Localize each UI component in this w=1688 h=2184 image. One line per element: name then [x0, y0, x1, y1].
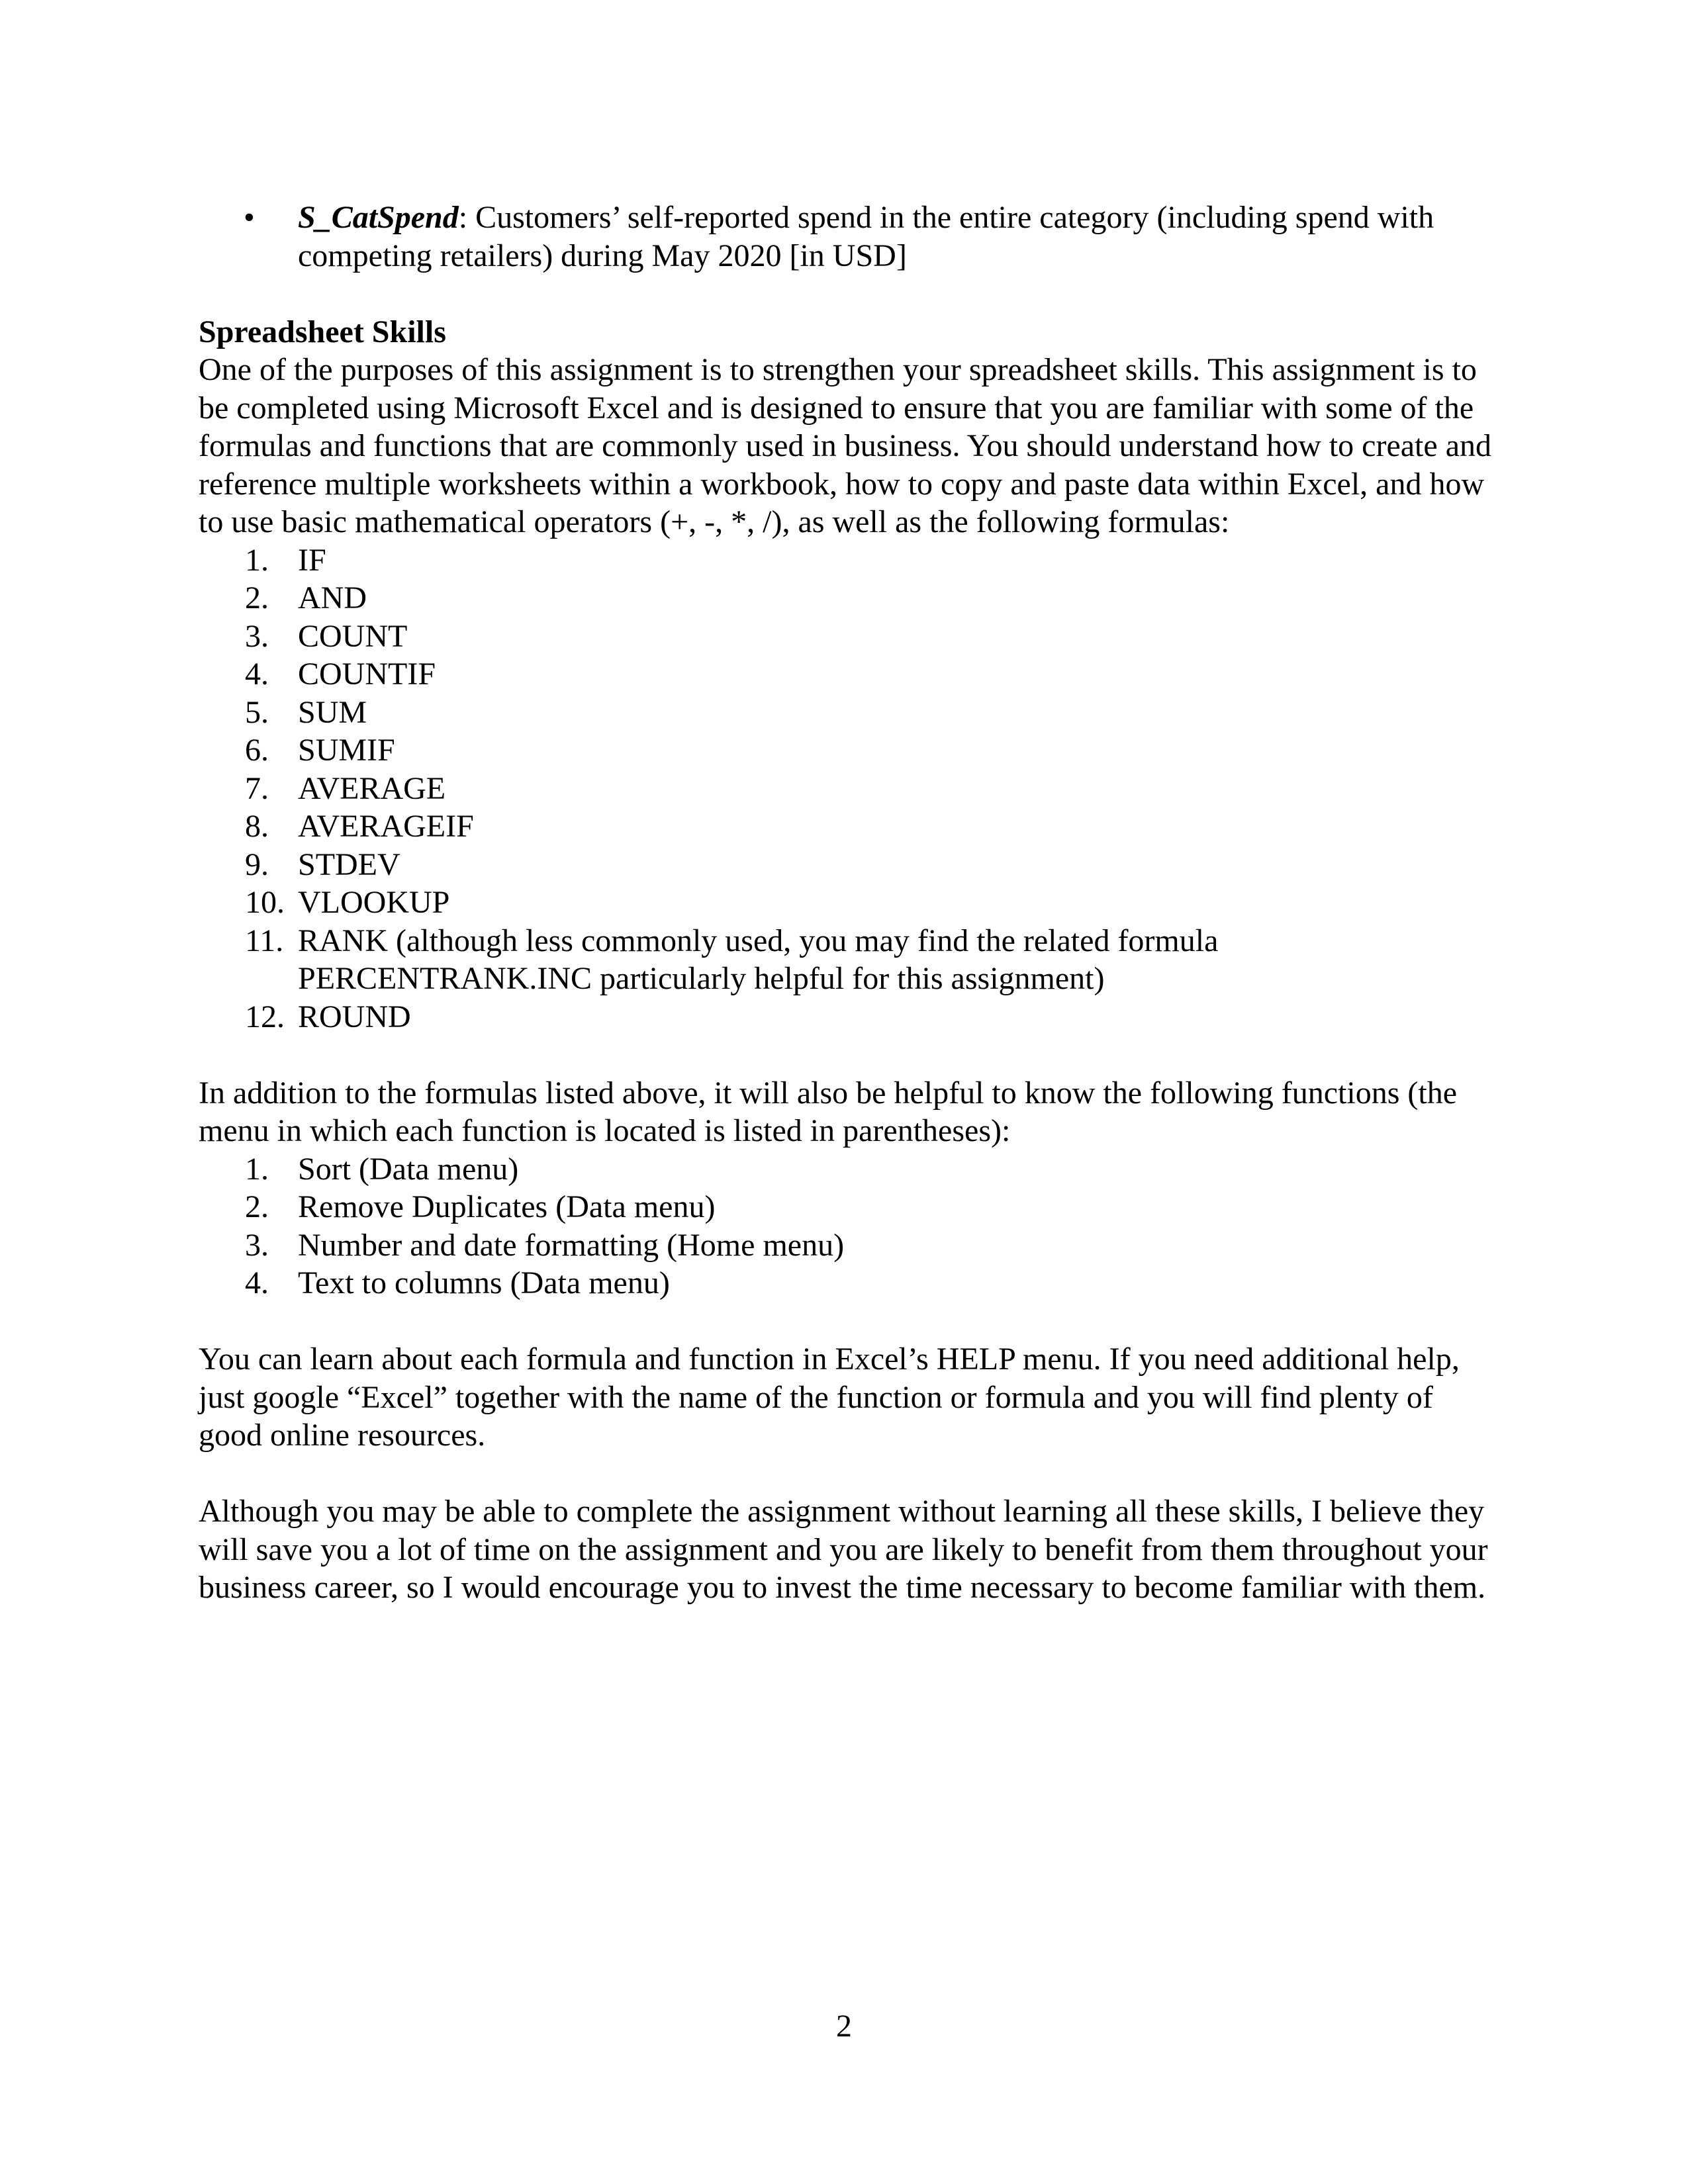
list-item-label: Number and date formatting (Home menu): [298, 1227, 845, 1263]
list-item-label: Text to columns (Data menu): [298, 1265, 670, 1300]
section-heading: Spreadsheet Skills: [199, 314, 446, 349]
list-item-label: COUNT: [298, 618, 408, 654]
list-item-label: COUNTIF: [298, 657, 436, 692]
formula-list: [199, 541, 1496, 1036]
list-item-label: AVERAGE: [298, 770, 446, 806]
functions-intro-paragraph: In addition to the formulas listed above, it will also be helpful to know the following functions (the menu in which each function is located is listed in parentheses):: [199, 1075, 1457, 1148]
list-item: 3. Number and date formatting (Home menu): [245, 1227, 845, 1263]
list-item-label: SUM: [298, 694, 367, 730]
list-item-label: IF: [298, 542, 326, 578]
list-item: 9. STDEV: [245, 846, 400, 882]
spacer: [199, 1455, 1496, 1493]
list-item-label: Sort (Data menu): [298, 1151, 519, 1187]
variable-bullet: [199, 199, 1496, 275]
intro-paragraph: One of the purposes of this assignment is to strengthen your spreadsheet skills. This assignment is to be completed using Microsoft Excel and is designed to ensure that you are familiar with some of the formulas and functions that are commonly used in business. You should understand how to create and reference multiple worksheets within a workbook, how to copy and paste data within Excel, and how to use basic mathematical operators (+, -, *, /), as well as the following formulas:: [199, 352, 1491, 539]
help-paragraph: You can learn about each formula and function in Excel’s HELP menu. If you need additional help, just google “Excel” together with the name of the function or formula and you will find plenty of good online resources.: [199, 1342, 1460, 1453]
variable-name: S_CatSpend: [298, 200, 459, 235]
list-item: 1. Sort (Data menu): [245, 1151, 519, 1187]
list-item-label: SUMIF: [298, 733, 395, 768]
list-item: 8. AVERAGEIF: [245, 809, 474, 844]
variable-description: : Customers’ self-reported spend in the entire category (including spend with competing retailers) during May 2020 [in USD]: [298, 200, 1434, 273]
list-item: 6. SUMIF: [245, 733, 395, 768]
list-item: 12. ROUND: [245, 999, 411, 1034]
list-item-label: AVERAGEIF: [298, 809, 474, 844]
spacer: [199, 1036, 1496, 1074]
list-item: 4. Text to columns (Data menu): [245, 1265, 670, 1300]
list-item: 4. COUNTIF: [245, 657, 436, 692]
spacer: [199, 1302, 1496, 1341]
bullet-icon: •: [244, 200, 255, 235]
list-item-label: STDEV: [298, 846, 400, 882]
list-item: 11. RANK (although less commonly used, you may find the related formula PERCENTRANK.INC particularly helpful for this assignment): [245, 923, 1219, 996]
function-list: [199, 1150, 1496, 1302]
page-content: [199, 199, 1496, 1607]
list-item: 5. SUM: [245, 694, 367, 730]
list-item: 7. AVERAGE: [245, 770, 446, 806]
list-item-label: Remove Duplicates (Data menu): [298, 1189, 716, 1224]
list-item: 1. IF: [245, 542, 326, 578]
list-item: 3. COUNT: [245, 618, 408, 654]
list-item-label: RANK (although less commonly used, you may find the related formula PERCENTRANK.INC particularly helpful for this assignment): [298, 923, 1219, 996]
list-item: 2. AND: [245, 580, 367, 615]
list-item-label: VLOOKUP: [298, 885, 450, 920]
list-item-label: AND: [298, 580, 367, 615]
closing-paragraph: Although you may be able to complete the assignment without learning all these skills, I believe they will save you a lot of time on the assignment and you are likely to benefit from them throughout your business career, so I would encourage you to invest the time necessary to become familiar with them.: [199, 1494, 1488, 1605]
page-number: 2: [836, 2009, 852, 2044]
list-item: 10. VLOOKUP: [245, 885, 450, 920]
list-item: 2. Remove Duplicates (Data menu): [245, 1189, 716, 1224]
spacer: [199, 275, 1496, 313]
list-item-label: ROUND: [298, 999, 411, 1034]
